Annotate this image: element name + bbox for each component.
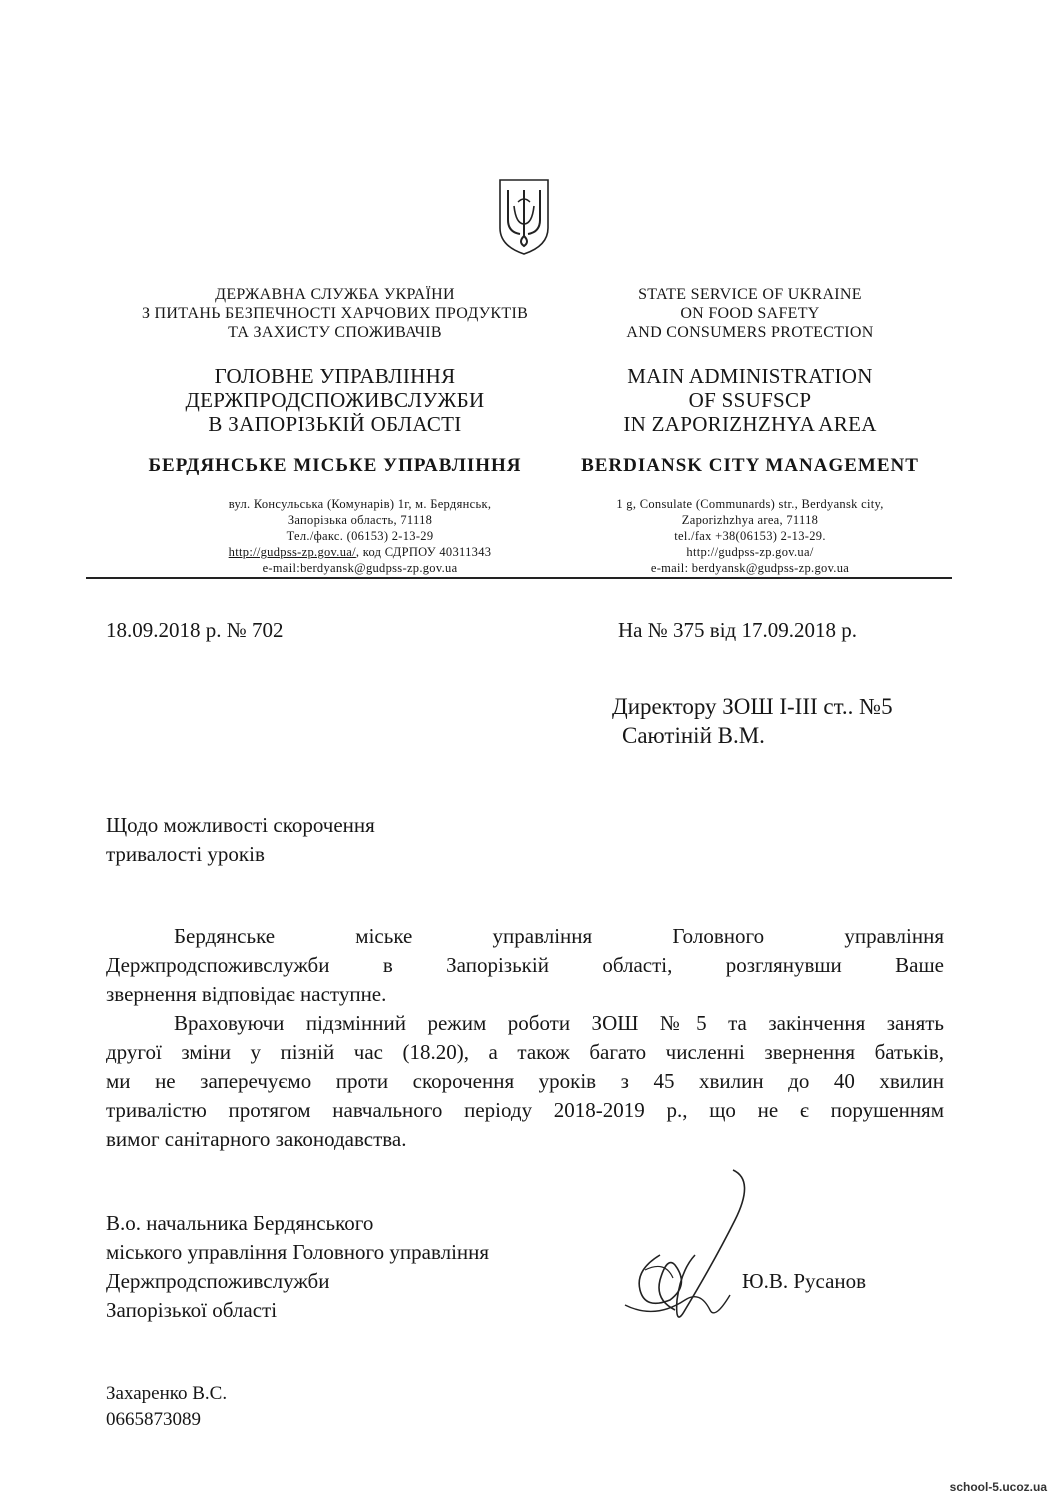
header-ua-line5: ДЕРЖПРОДСПОЖИВСЛУЖБИ	[185, 388, 485, 412]
body-p2-line3: ми не заперечуємо проти скорочення уроків з 45 хвилин до 40 хвилин	[106, 1069, 944, 1093]
header-ua-addr3: Тел./факс. (06153) 2-13-29	[286, 529, 434, 543]
subject	[106, 811, 375, 869]
body-p2-line5: вимог санітарного законодавства.	[106, 1127, 407, 1151]
header-ua-line3: ТА ЗАХИСТУ СПОЖИВАЧІВ	[228, 324, 442, 341]
header-en-administration	[570, 364, 930, 436]
header-ua-agency	[90, 285, 580, 342]
header-en-line1: STATE SERVICE OF UKRAINE	[638, 286, 862, 303]
signatory-title	[106, 1209, 489, 1325]
signatory-name: Ю.В. Русанов	[742, 1269, 867, 1293]
signatory-line3: Держпродспоживслужби	[106, 1269, 330, 1293]
watermark: school-5.ucoz.ua	[949, 1480, 1047, 1494]
header-divider	[86, 577, 952, 579]
header-ua-addr2: Запорізька область, 71118	[287, 513, 433, 527]
header-en-line2: ON FOOD SAFETY	[680, 305, 820, 322]
signatory-line2: міського управління Головного управління	[106, 1240, 490, 1264]
incoming-ref: На № 375 від 17.09.2018 р.	[618, 618, 857, 642]
header-en-addr2: Zaporizhzhya area, 71118	[681, 513, 819, 527]
outgoing-ref: 18.09.2018 р. № 702	[106, 618, 284, 642]
header-ua-website-link[interactable]: http://gudpss-zp.gov.ua/	[228, 545, 356, 559]
body-p2-line2: другої зміни у пізній час (18.20), а також багато численні звернення батьків,	[106, 1040, 944, 1064]
handwritten-signature	[615, 1160, 765, 1350]
header-en-office: BERDIANSK CITY MANAGEMENT	[581, 455, 919, 476]
header-en-line5: OF SSUFSCP	[688, 388, 812, 412]
header-en-line3: AND CONSUMERS PROTECTION	[626, 324, 874, 341]
body-p1-line1: Бердянське міське управління Головного управління	[174, 924, 944, 948]
signatory-line1: В.о. начальника Бердянського	[106, 1211, 374, 1235]
header-ua-address	[160, 496, 560, 576]
executor-phone: 0665873089	[106, 1409, 201, 1430]
header-ua-email[interactable]: e-mail:berdyansk@gudpss-zp.gov.ua	[262, 561, 458, 575]
body-p2-line4: тривалістю протягом навчального періоду 2018-2019 р., що не є порушенням	[106, 1098, 944, 1122]
body-p1-line2: Держпродспоживслужби в Запорізькій області, розглянувши Ваше	[106, 953, 944, 977]
header-en-address	[560, 496, 940, 576]
header-ua-administration	[90, 364, 580, 436]
header-ua-line4: ГОЛОВНЕ УПРАВЛІННЯ	[214, 364, 456, 388]
header-ua-line2: З ПИТАНЬ БЕЗПЕЧНОСТІ ХАРЧОВИХ ПРОДУКТІВ	[141, 305, 529, 322]
subject-line2: тривалості уроків	[106, 842, 265, 866]
header-ua-line6: В ЗАПОРІЗЬКІЙ ОБЛАСТІ	[208, 412, 462, 436]
recipient-line1: Директору ЗОШ І-ІІІ ст.. №5	[612, 694, 893, 719]
letter-body	[106, 922, 944, 1154]
header-ua-office: БЕРДЯНСЬКЕ МІСЬКЕ УПРАВЛІННЯ	[148, 455, 522, 476]
recipient	[612, 692, 893, 750]
header-en-addr1: 1 g, Consulate (Communards) str., Berdyansk city,	[616, 497, 884, 511]
recipient-line2: Саютіній В.М.	[622, 723, 765, 748]
header-ua-line1: ДЕРЖАВНА СЛУЖБА УКРАЇНИ	[215, 286, 455, 303]
header-ua-addr1: вул. Консульська (Комунарів) 1г, м. Бердянськ,	[228, 497, 492, 511]
header-en-addr3: tel./fax +38(06153) 2-13-29.	[674, 529, 826, 543]
header-en-line6: IN ZAPORIZHZHYA AREA	[623, 412, 877, 436]
header-ua-edrpou: , код СДРПОУ 40311343	[355, 545, 492, 559]
body-p1-line3: звернення відповідає наступне.	[106, 982, 387, 1006]
signatory-line4: Запорізької області	[106, 1298, 278, 1322]
executor-name: Захаренко В.С.	[106, 1383, 228, 1404]
header-en-website-link[interactable]: http://gudpss-zp.gov.ua/	[686, 545, 814, 559]
header-en-email[interactable]: e-mail: berdyansk@gudpss-zp.gov.ua	[650, 561, 850, 575]
header-en-agency	[570, 285, 930, 342]
executor-contact	[106, 1381, 227, 1433]
subject-line1: Щодо можливості скорочення	[106, 813, 375, 837]
coat-of-arms-emblem	[496, 176, 552, 256]
body-p2-line1: Враховуючи підзмінний режим роботи ЗОШ №5 та закінчення занять	[174, 1011, 944, 1035]
header-en-line4: MAIN ADMINISTRATION	[627, 364, 873, 388]
